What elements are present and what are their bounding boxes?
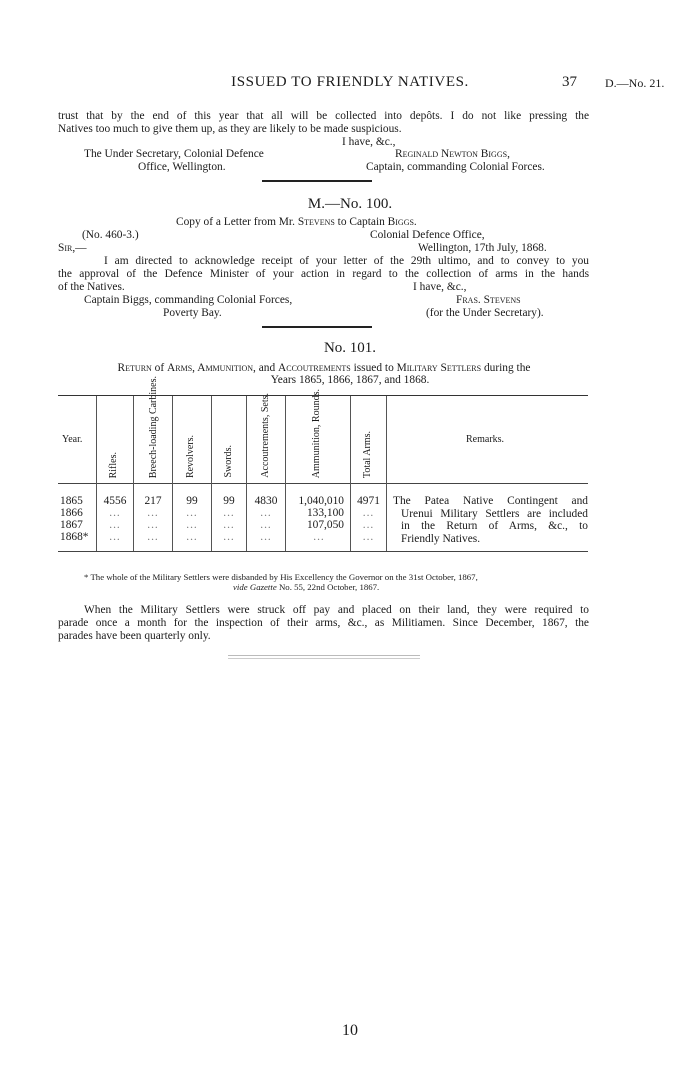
cell-carbines: ... xyxy=(147,519,159,531)
letter2-place-date: Wellington, 17th July, 1868. xyxy=(418,242,547,254)
letter2-signature-note: (for the Under Secretary). xyxy=(426,307,544,319)
cell-accoutrements: ... xyxy=(260,531,272,543)
cell-accoutrements: ... xyxy=(260,507,272,519)
letter2-intro: Copy of a Letter from Mr. Stevens to Captain Biggs. xyxy=(176,216,417,228)
cell-year: 1868* xyxy=(60,531,89,543)
letter1-line1: trust that by the end of this year that all will be collected into depôts. I do not like pressing the xyxy=(58,110,589,122)
cell-swords: 99 xyxy=(223,495,235,507)
column-header-carbines: Breech-loading Carbines. xyxy=(148,375,159,478)
letter1-signature: Reginald Newton Biggs, xyxy=(395,148,510,160)
cell-rifles: ... xyxy=(109,507,121,519)
column-header-ammunition: Ammunition, Rounds. xyxy=(311,388,322,478)
column-header-remarks: Remarks. xyxy=(466,434,505,445)
table-header-rule xyxy=(58,483,588,484)
letter2-office: Colonial Defence Office, xyxy=(370,229,485,241)
letter1-addressee-line2: Office, Wellington. xyxy=(138,161,226,173)
cell-ammunition: ... xyxy=(313,531,325,543)
letter2-body-line3: of the Natives. xyxy=(58,281,125,293)
return-title-line2: Years 1865, 1866, 1867, and 1868. xyxy=(270,374,430,386)
remarks-line: Friendly Natives. xyxy=(401,532,481,545)
remarks-line: The Patea Native Contingent and xyxy=(393,495,588,507)
end-ornament-rule xyxy=(228,655,420,659)
remarks-line: Urenui Military Settlers are included xyxy=(401,507,588,520)
letter1-addressee-line1: The Under Secretary, Colonial Defence xyxy=(84,148,264,160)
cell-revolvers: ... xyxy=(186,531,198,543)
column-header-swords: Swords. xyxy=(223,445,234,478)
letter1-line2: Natives too much to give them up, as they are likely to be made suspicious. xyxy=(58,123,402,135)
column-header-rifles: Rifles. xyxy=(108,451,119,478)
return-heading: No. 101. xyxy=(323,340,377,356)
column-divider xyxy=(386,396,387,551)
letter1-signature-title: Captain, commanding Colonial Forces. xyxy=(366,161,545,173)
letter1-closing: I have, &c., xyxy=(342,136,396,148)
running-title: ISSUED TO FRIENDLY NATIVES. xyxy=(231,74,469,90)
footnote-line2: vide Gazette No. 55, 22nd October, 1867. xyxy=(233,582,380,592)
cell-swords: ... xyxy=(223,507,235,519)
cell-total-arms: ... xyxy=(362,507,375,519)
cell-accoutrements: ... xyxy=(260,519,272,531)
closing-para-line3: parades have been quarterly only. xyxy=(58,630,211,642)
letter2-salutation: Sir,— xyxy=(58,242,87,254)
table-top-rule xyxy=(58,395,588,396)
table-remarks xyxy=(393,495,588,545)
closing-para-line2: parade once a month for the inspection of their arms, &c., as Militiamen. Since December, 1867, the xyxy=(58,617,589,629)
cell-ammunition: 107,050 xyxy=(306,519,344,531)
letter2-body-line2: the approval of the Defence Minister of your action in regard to the collection of arms in the hands xyxy=(58,268,589,280)
letter2-addressee-line1: Captain Biggs, commanding Colonial Forces, xyxy=(84,294,293,306)
letter2-body-line1: I am directed to acknowledge receipt of your letter of the 29th ultimo, and to convey to you xyxy=(104,255,589,267)
cell-revolvers: ... xyxy=(186,519,198,531)
column-header-revolvers: Revolvers. xyxy=(185,434,196,478)
column-header-year: Year. xyxy=(62,434,83,445)
cell-revolvers: 99 xyxy=(186,495,198,507)
cell-accoutrements: 4830 xyxy=(254,495,278,507)
cell-total-arms: 4971 xyxy=(357,495,380,507)
cell-ammunition: 133,100 xyxy=(306,507,344,519)
letter2-addressee-line2: Poverty Bay. xyxy=(163,307,222,319)
cell-revolvers: ... xyxy=(186,507,198,519)
return-title-line1: Return of Arms, Ammunition, and Accoutrements issued to Military Settlers during the xyxy=(117,362,531,374)
cell-ammunition: 1,040,010 xyxy=(298,495,344,507)
letter2-signature: Fras. Stevens xyxy=(456,294,521,306)
cell-total-arms: ... xyxy=(362,531,375,543)
cell-carbines: 217 xyxy=(144,495,162,507)
letter2-closing: I have, &c., xyxy=(413,281,467,293)
cell-rifles: ... xyxy=(109,531,121,543)
cell-year: 1866 xyxy=(60,507,83,519)
cell-swords: ... xyxy=(223,519,235,531)
page-number: 37 xyxy=(562,74,577,90)
letter2-reference: (No. 460-3.) xyxy=(82,229,139,241)
cell-year: 1865 xyxy=(60,495,83,507)
cell-carbines: ... xyxy=(147,531,159,543)
cell-total-arms: ... xyxy=(362,519,375,531)
remarks-line: in the Return of Arms, &c., to xyxy=(401,520,588,532)
document-reference: D.—No. 21. xyxy=(605,76,665,90)
column-header-total-arms: Total Arms. xyxy=(362,430,373,478)
section-divider xyxy=(262,180,372,182)
column-header-accoutrements: Accoutrements, Sets. xyxy=(260,393,271,478)
cell-rifles: 4556 xyxy=(103,495,127,507)
closing-para-line1: When the Military Settlers were struck off pay and placed on their land, they were required to xyxy=(84,604,589,616)
section-divider xyxy=(262,326,372,328)
footnote-line1: * The whole of the Military Settlers were disbanded by His Excellency the Governor on the 31st October, 1867, xyxy=(84,572,478,582)
cell-rifles: ... xyxy=(109,519,121,531)
cell-swords: ... xyxy=(223,531,235,543)
letter2-heading: M.—No. 100. xyxy=(307,196,393,212)
printer-signature-number: 10 xyxy=(342,1022,358,1039)
table-bottom-rule xyxy=(58,551,588,552)
cell-carbines: ... xyxy=(147,507,159,519)
cell-year: 1867 xyxy=(60,519,83,531)
